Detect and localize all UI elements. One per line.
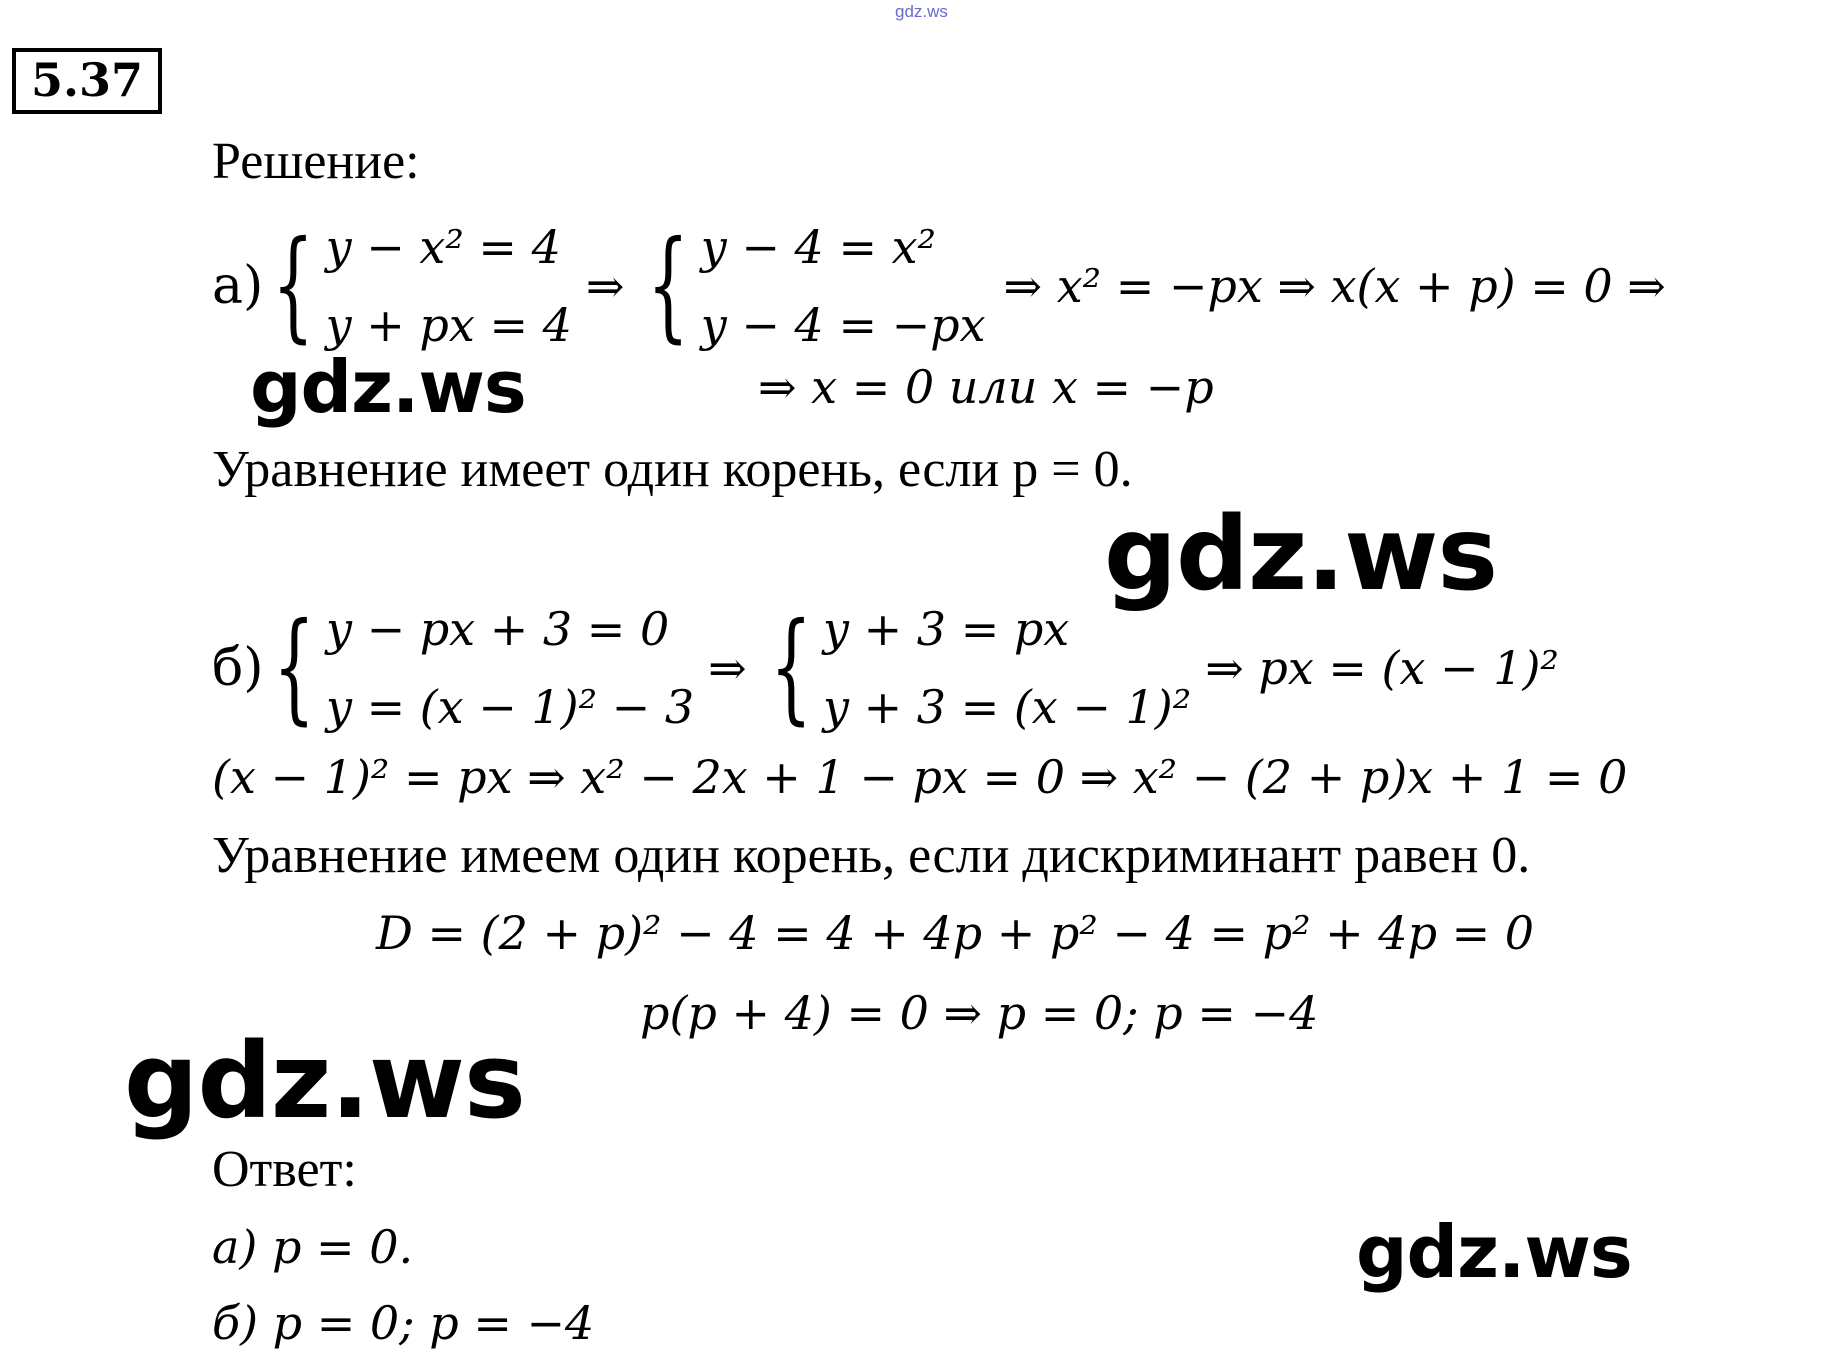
part-b-chain: ⇒ px = (x − 1)² <box>1205 641 1559 695</box>
part-b-note: Уравнение имеем один корень, если дискриминант равен 0. <box>212 827 1531 884</box>
part-a-roots <box>758 360 1214 414</box>
answer-label: Ответ: <box>212 1141 357 1198</box>
system-line: y − x² = 4 <box>325 220 561 274</box>
part-b-label: б) <box>212 638 264 698</box>
problem-number: 5.37 <box>12 48 162 114</box>
roots-text: ⇒ x = 0 или x = −p <box>758 360 1214 414</box>
system-line: y + 3 = px <box>823 602 1070 656</box>
equation-text: (x − 1)² = px ⇒ x² − 2x + 1 − px = 0 ⇒ x² − (2 + p)x + 1 = 0 <box>212 750 1628 804</box>
system-line: y − px + 3 = 0 <box>325 602 670 656</box>
brace-icon: { <box>272 598 315 737</box>
part-a-conclusion: Уравнение имеет один корень, если p = 0. <box>212 441 1133 498</box>
answer-b-text: б) p = 0; p = −4 <box>212 1296 595 1350</box>
answer-a-text: а) p = 0. <box>212 1220 414 1274</box>
watermark: gdz.ws <box>1104 495 1498 614</box>
brace-icon: { <box>647 216 690 355</box>
watermark: gdz.ws <box>124 1020 525 1142</box>
solution-label: Решение: <box>212 133 420 190</box>
system-line: y − 4 = x² <box>700 220 936 274</box>
system-line: y = (x − 1)² − 3 <box>325 680 695 734</box>
part-b-factored <box>640 986 1318 1040</box>
brace-icon: { <box>272 216 315 355</box>
brace-icon: { <box>769 598 812 737</box>
part-a-system-1 <box>263 208 572 364</box>
implies-arrow: ⇒ <box>585 259 625 313</box>
factored-text: p(p + 4) = 0 ⇒ p = 0; p = −4 <box>640 986 1319 1040</box>
system-line: y + 3 = (x − 1)² <box>823 680 1192 734</box>
part-a-systems <box>212 208 1666 364</box>
top-watermark: gdz.ws <box>895 2 948 21</box>
part-b-discriminant <box>376 906 1534 960</box>
answer-b <box>212 1296 594 1350</box>
watermark: gdz.ws <box>250 345 526 429</box>
implies-arrow: ⇒ <box>708 641 747 695</box>
part-a-system-2 <box>638 208 985 364</box>
system-line: y + px = 4 <box>325 298 572 352</box>
part-b-system-1 <box>264 590 695 746</box>
discriminant-text: D = (2 + p)² − 4 = 4 + 4p + p² − 4 = p² + 4p = 0 <box>376 906 1535 960</box>
part-b-line2 <box>212 750 1627 804</box>
part-a-chain: ⇒ x² = −px ⇒ x(x + p) = 0 ⇒ <box>1003 259 1666 313</box>
part-a-label: а) <box>212 256 264 316</box>
answer-a <box>212 1220 413 1274</box>
system-line: y − 4 = −px <box>700 298 986 352</box>
watermark: gdz.ws <box>1356 1210 1632 1294</box>
